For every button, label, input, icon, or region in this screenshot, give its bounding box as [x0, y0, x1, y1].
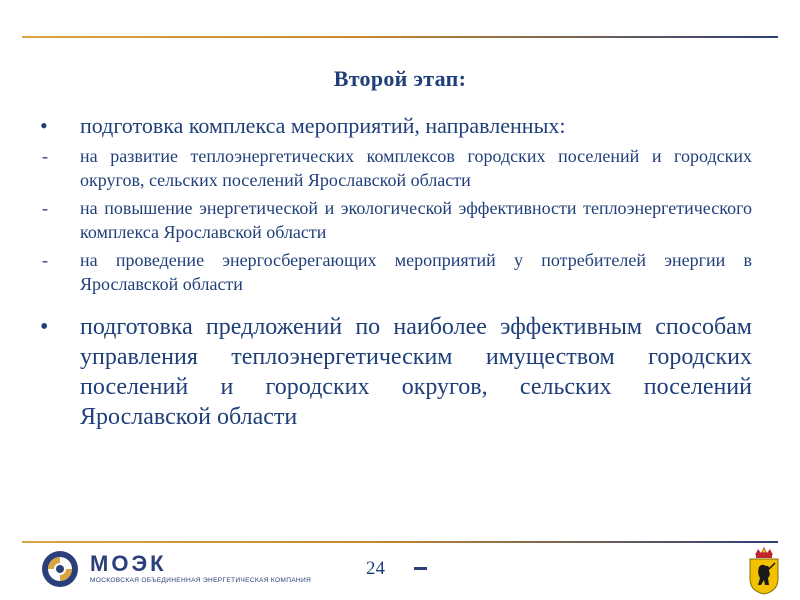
bullet-item-1-text: подготовка комплекса мероприятий, направленных: [80, 113, 566, 138]
moek-logo [40, 545, 310, 589]
sub-item-2 [40, 196, 752, 244]
logo-name: МОЭК [90, 551, 167, 576]
dash-marker: - [42, 250, 48, 270]
slide-title: Второй этап: [333, 66, 467, 91]
top-divider [22, 36, 778, 38]
yaroslavl-coat-of-arms-icon [747, 545, 781, 595]
slide-content [40, 112, 752, 432]
bottom-divider [22, 541, 778, 543]
page-number: 24 [366, 558, 385, 579]
sub-item-1 [40, 144, 752, 192]
footer-dash-decoration [414, 567, 427, 570]
bullet-item-2 [40, 312, 752, 432]
dash-marker: - [42, 198, 48, 218]
sub-item-2-text: на повышение энергетической и экологической эффективности теплоэнергетического комплекса Ярославской области [80, 198, 752, 242]
sub-item-3 [40, 248, 752, 296]
bullet-item-2-text: подготовка предложений по наиболее эффективным способам управления теплоэнергетическим имуществом городских поселений и городских округов, сельских поселений Ярославской области [80, 314, 752, 430]
bullet-dot: • [40, 113, 48, 138]
logo-subtitle: МОСКОВСКАЯ ОБЪЕДИНЕННАЯ ЭНЕРГЕТИЧЕСКАЯ КОМПАНИЯ [90, 577, 312, 584]
moek-logo-icon [40, 549, 80, 589]
sub-item-3-text: на проведение энергосберегающих мероприятий у потребителей энергии в Ярославской области [80, 250, 752, 294]
dash-marker: - [42, 146, 48, 166]
bullet-dot: • [40, 314, 49, 340]
sub-item-1-text: на развитие теплоэнергетических комплексов городских поселений и городских округов, сельских поселений Ярославской области [80, 146, 752, 190]
bullet-item-1 [40, 112, 752, 140]
